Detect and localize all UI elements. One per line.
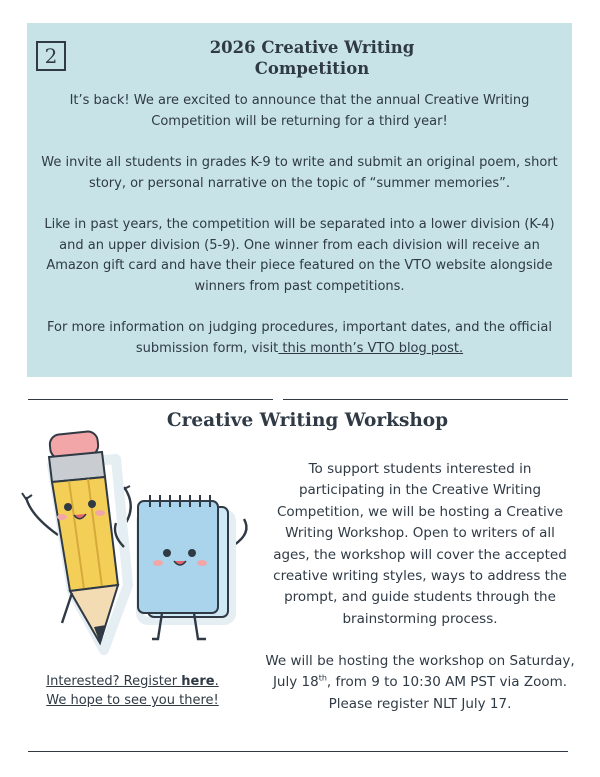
divider-right [283, 399, 568, 400]
pencil-notepad-illustration [12, 415, 260, 661]
register-callout [30, 672, 235, 710]
page-number-badge: 2 [36, 41, 66, 71]
title-line-1: 2026 Creative Writing [209, 38, 415, 57]
competition-title [137, 37, 487, 79]
register-suffix: . [214, 674, 219, 689]
notepad-character-icon [115, 495, 246, 639]
bottom-divider [28, 751, 568, 752]
info-paragraph [31, 318, 568, 359]
register-here-link[interactable]: here [181, 674, 215, 689]
workshop-heading: Creative Writing Workshop [166, 410, 449, 431]
closing-line: We hope to see you there! [46, 693, 219, 708]
divisions-paragraph: Like in past years, the competition will be separated into a lower division (K-4) and an upper division (5-9). One winner from each division will receive an Amazon gift card and have their piece featured on the VTO website alongside winners from past competitions. [44, 217, 555, 294]
blog-post-link[interactable]: this month’s VTO blog post. [278, 340, 464, 356]
workshop-schedule: We will be hosting the workshop on Saturday, July 18th, from 9 to 10:30 AM PST via Zoom. Please register NLT July 17. [265, 653, 575, 712]
invite-paragraph: We invite all students in grades K-9 to write and submit an original poem, short story, or personal narrative on the topic of “summer memories”. [41, 155, 558, 191]
announcement-box [27, 23, 572, 377]
workshop-paragraph: To support students interested in participating in the Creative Writing Competition, we will be hosting a Creative Writing Workshop. Open to writers of all ages, the workshop will cover the accepted creative writing styles, ways to address the prompt, and guide students through the brainstorming process. [273, 461, 567, 627]
register-line [30, 672, 235, 691]
info-text: For more information on judging procedures, important dates, and the official submission form, visit [47, 320, 552, 356]
register-prefix: Interested? Register [46, 674, 182, 689]
title-line-2: Competition [254, 59, 370, 78]
intro-paragraph: It’s back! We are excited to announce that the annual Creative Writing Competition will be returning for a third year! [69, 93, 530, 129]
pencil-character-icon [22, 431, 131, 650]
divider-left [28, 399, 273, 400]
